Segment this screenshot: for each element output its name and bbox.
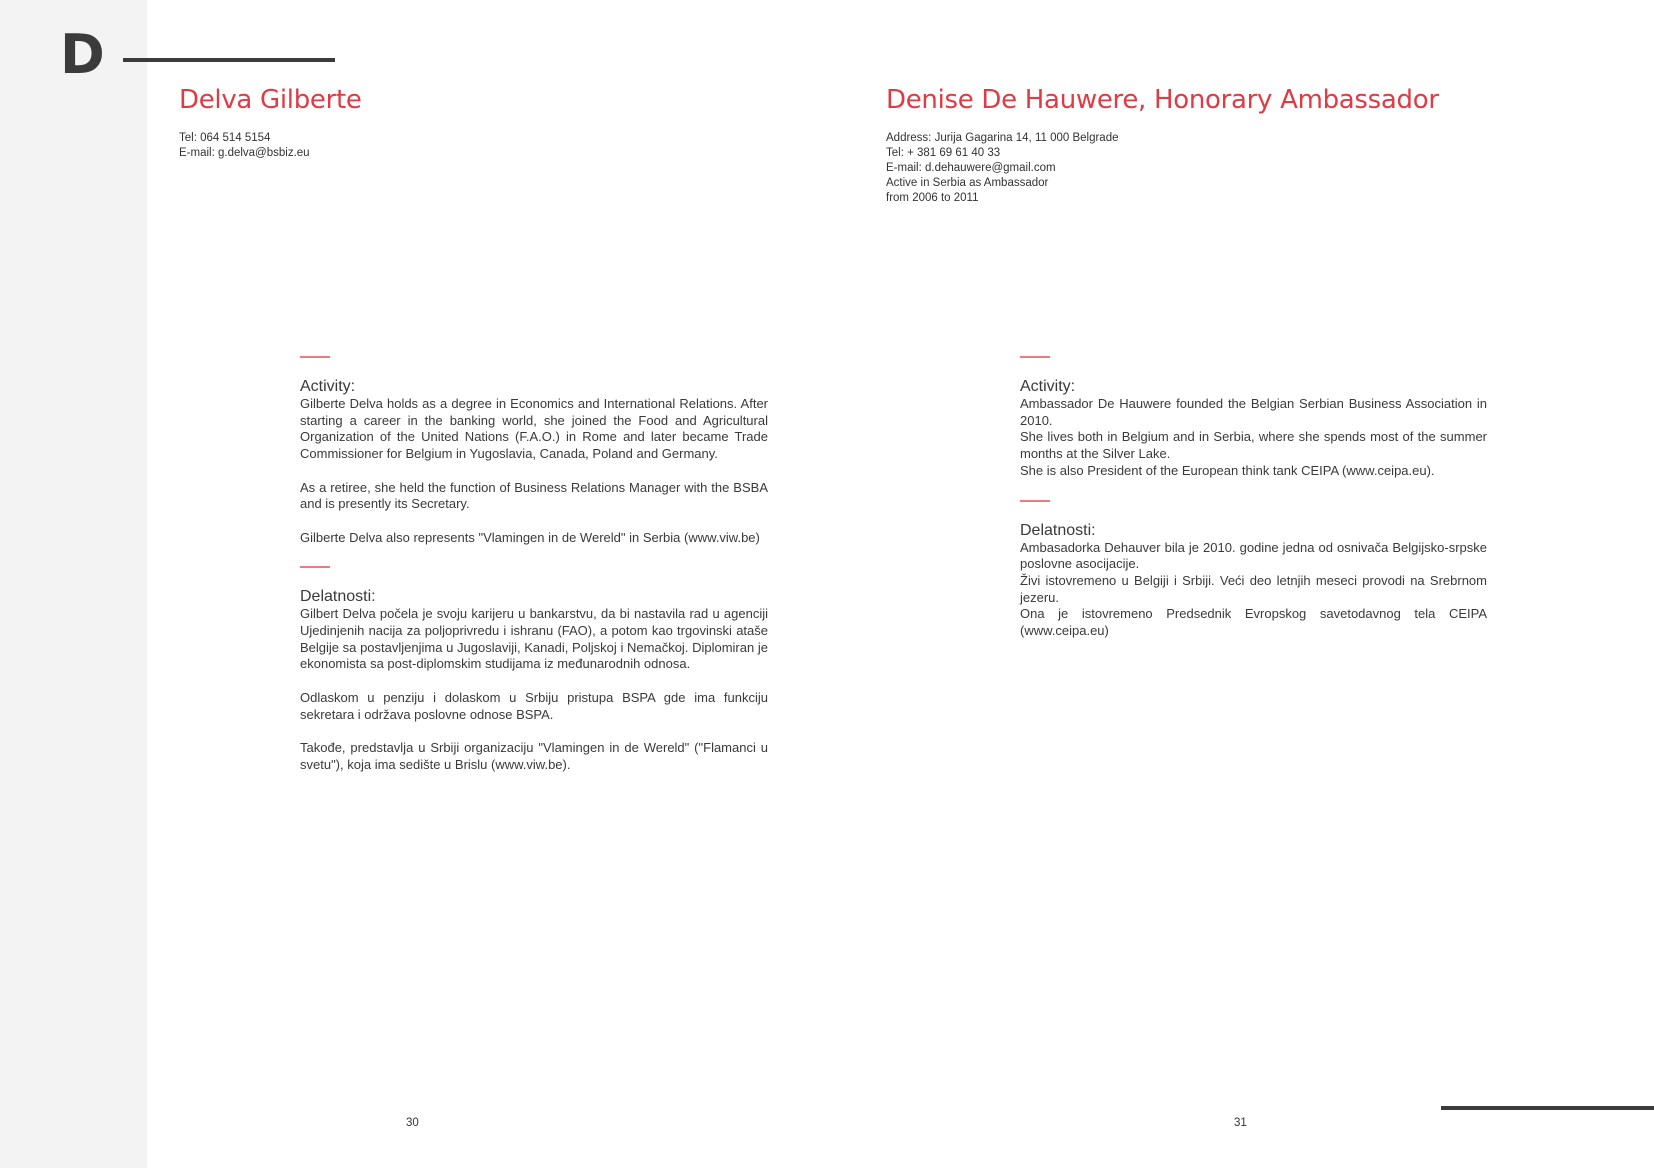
section-divider <box>1020 356 1050 358</box>
activity-line: She lives both in Belgium and in Serbia, where she spends most of the summer months at the Silver Lake. <box>1020 429 1487 462</box>
delatnosti-paragraph: Odlaskom u penziju i dolaskom u Srbiju pristupa BSPA gde ima funkciju sekretara i održava poslovne odnose BSPA. <box>300 689 768 722</box>
activity-line: Ambassador De Hauwere founded the Belgian Serbian Business Association in 2010. <box>1020 396 1487 428</box>
delatnosti-heading: Delatnosti: <box>300 588 376 606</box>
left-activity-section <box>300 356 768 546</box>
contact-tel: Tel: 064 514 5154 <box>179 132 271 144</box>
page-number-left: 30 <box>406 1117 419 1129</box>
delatnosti-line: Ona je istovremeno Predsednik Evropskog savetodavnog tela CEIPA (www.ceipa.eu) <box>1020 606 1487 639</box>
activity-paragraph: As a retiree, she held the function of Business Relations Manager with the BSBA and is presently its Secretary. <box>300 479 768 512</box>
left-contact-block <box>179 131 310 161</box>
contact-tel: Tel: + 381 69 61 40 33 <box>886 147 1001 159</box>
left-person-name: Delva Gilberte <box>179 85 362 115</box>
right-body-column <box>1020 356 1487 640</box>
right-person-name: Denise De Hauwere, Honorary Ambassador <box>886 85 1439 115</box>
bottom-divider-rule <box>1441 1106 1654 1110</box>
activity-paragraph: Gilberte Delva holds as a degree in Economics and International Relations. After starting a career in the banking world, she joined the Food and Agricultural Organization of the United Nations (F.A.O.) in Rome and later became Trade Commissioner for Belgium in Yugoslavia, Canada, Poland and Germany. <box>300 396 768 462</box>
section-letter: D <box>60 23 105 86</box>
contact-active-years: from 2006 to 2011 <box>886 192 979 204</box>
activity-line: She is also President of the European think tank CEIPA (www.ceipa.eu). <box>1020 462 1435 478</box>
contact-active-note: Active in Serbia as Ambassador <box>886 177 1049 189</box>
contact-email: E-mail: d.dehauwere@gmail.com <box>886 162 1056 174</box>
section-divider <box>1020 500 1050 502</box>
left-body-column <box>300 356 768 773</box>
delatnosti-line: Živi istovremeno u Belgiji i Srbiji. Veći deo letnjih meseci provodi na Srebrnom jezeru. <box>1020 572 1487 605</box>
right-contact-block <box>886 131 1119 206</box>
contact-address: Address: Jurija Gagarina 14, 11 000 Belgrade <box>886 132 1119 144</box>
letter-sidebar <box>0 0 147 1168</box>
top-divider-rule <box>123 58 335 62</box>
right-activity-section <box>1020 356 1487 480</box>
delatnosti-paragraph: Gilbert Delva počela je svoju karijeru u bankarstvu, da bi nastavila rad u agenciji Ujedinjenih nacija za poljoprivredu i ishranu (FAO), a potom kao trgovinski ataše Belgije sa postavljenjima u Jugoslaviji, Kanadi, Poljskoj i Nemačkoj. Diplomiran je ekonomista sa post-diplomskim studijama iz međunarodnih odnosa. <box>300 606 768 672</box>
delatnosti-paragraph: Takođe, predstavlja u Srbiji organizaciju "Vlamingen in de Wereld" ("Flamanci u svetu"), koja ima sedište u Brislu (www.viw.be). <box>300 739 768 772</box>
delatnosti-line: Ambasadorka Dehauver bila je 2010. godine jedna od osnivača Belgijsko-srpske poslovne asocijacije. <box>1020 539 1487 572</box>
section-divider <box>300 566 330 568</box>
section-divider <box>300 356 330 358</box>
right-delatnosti-section <box>1020 500 1487 640</box>
activity-paragraph: Gilberte Delva also represents "Vlamingen in de Wereld" in Serbia (www.viw.be) <box>300 529 760 545</box>
contact-email: E-mail: g.delva@bsbiz.eu <box>179 147 310 159</box>
page-number-right: 31 <box>1234 1117 1247 1129</box>
activity-heading: Activity: <box>300 378 356 395</box>
left-delatnosti-section <box>300 566 768 773</box>
delatnosti-heading: Delatnosti: <box>1020 521 1096 539</box>
activity-heading: Activity: <box>1020 378 1076 395</box>
